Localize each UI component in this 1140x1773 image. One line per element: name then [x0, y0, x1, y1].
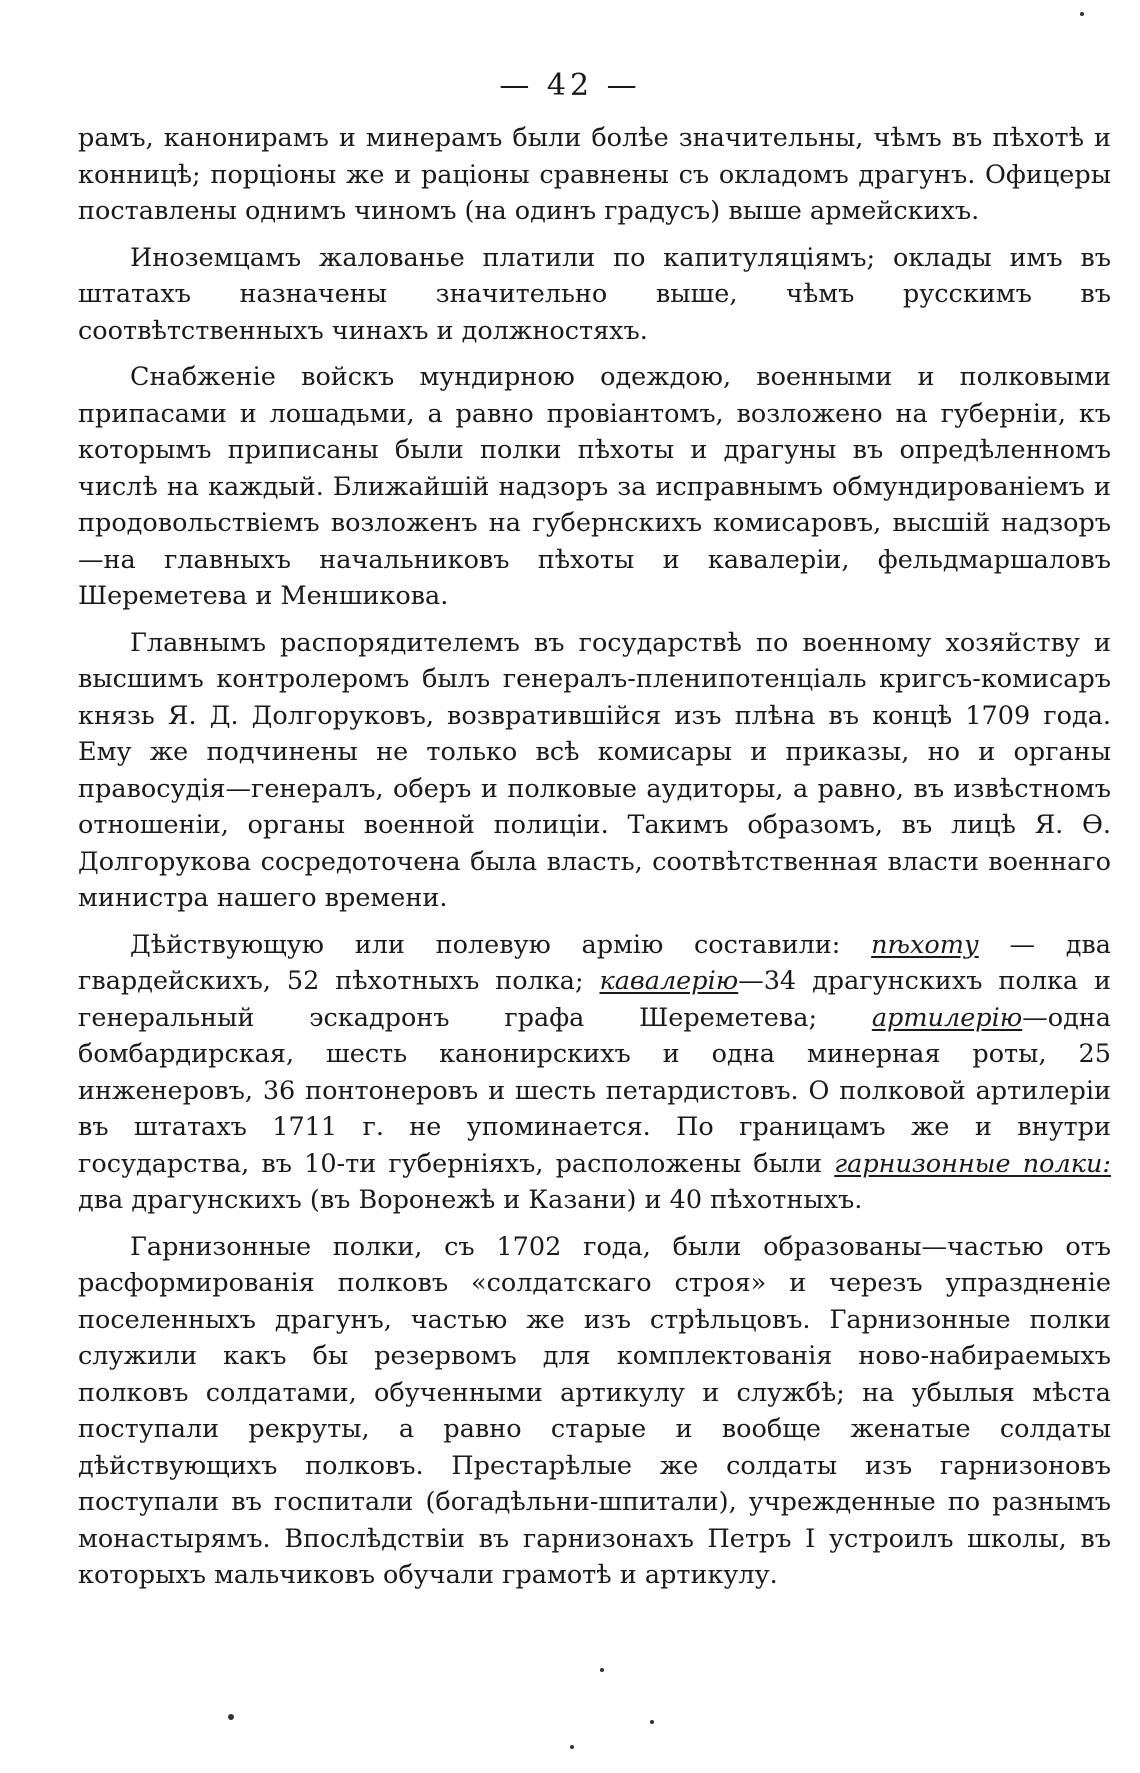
page-number: — 42 —: [499, 68, 641, 103]
scan-speck: [1080, 12, 1084, 16]
scan-speck: [600, 1668, 604, 1672]
emphasis-infantry: пѣхоту: [871, 929, 979, 960]
text-run: Дѣйствующую или полевую армію составили:: [130, 929, 872, 960]
paragraph-5: [78, 927, 1111, 1219]
paragraph-3: Снабженіе войскъ мундирною одеждою, военными и полковыми припасами и лошадьми, а равно провіантомъ, возложено на губерніи, къ которымъ приписаны были полки пѣхоты и драгуны въ опредѣленномъ числѣ на каждый. Ближайшій надзоръ за исправнымъ обмундированіемъ и продовольствіемъ возложенъ на губернскихъ комисаровъ, высшій надзоръ—на главныхъ начальниковъ пѣхоты и кавалеріи, фельдмаршаловъ Шереметева и Меншикова.: [78, 362, 1111, 611]
text-run: — два гвардейскихъ, 52 пѣхотныхъ полка;: [78, 929, 1111, 996]
text-run: —34 драгунскихъ полка и генеральный эскадронъ графа Шереметева;: [78, 966, 1111, 1033]
paragraph-2: Иноземцамъ жалованье платили по капитуляціямъ; оклады имъ въ штатахъ назначены значительно выше, чѣмъ русскимъ въ соотвѣтственныхъ чинахъ и должностяхъ.: [78, 242, 1111, 346]
paragraph-4: Главнымъ распорядителемъ въ государствѣ по военному хозяйству и высшимъ контролеромъ былъ генералъ-пленипотенціаль кригсъ-комисаръ князь Я. Д. Долгоруковъ, возвратившійся изъ плѣна въ концѣ 1709 года. Ему же подчинены не только всѣ комисары и приказы, но и органы правосудія—генералъ, оберъ и полковые аудиторы, а равно, въ извѣстномъ отношеніи, органы военной полиціи. Такимъ образомъ, въ лицѣ Я. Ѳ. Долгорукова сосредоточена была власть, соотвѣтственная власти военнаго министра нашего времени.: [78, 627, 1111, 913]
text-run: —одна бомбардирская, шесть канонирскихъ и одна минерная роты, 25 инженеровъ, 36 понтонеровъ и шесть петардистовъ. О полковой артилеріи въ штатахъ 1711 г. не упоминается. По границамъ же и внутри государства, въ 10-ти губерніяхъ, расположены были: [78, 1002, 1111, 1179]
paragraph-1: рамъ, канонирамъ и минерамъ были болѣе значительны, чѣмъ въ пѣхотѣ и конницѣ; порціоны же и раціоны сравнены съ окладомъ драгунъ. Офицеры поставлены однимъ чиномъ (на одинъ градусъ) выше армейскихъ.: [78, 123, 1111, 226]
scan-speck: [570, 1745, 574, 1749]
scan-speck: [650, 1720, 654, 1724]
paragraph-6: Гарнизонные полки, съ 1702 года, были образованы—частью отъ расформированія полковъ «солдатскаго строя» и черезъ упраздненіе поселенныхъ драгунъ, частью же изъ стрѣльцовъ. Гарнизонные полки служили какъ бы резервомъ для комплектованія ново-набираемыхъ полковъ солдатами, обученными артикулу и службѣ; на убылыя мѣста поступали рекруты, а равно старые и вообще женатые солдаты дѣйствующихъ полковъ. Престарѣлые же солдаты изъ гарнизоновъ поступали въ госпитали (богадѣльни-шпитали), учрежденные по разнымъ монастырямъ. Впослѣдствіи въ гарнизонахъ Петръ I устроилъ школы, въ которыхъ мальчиковъ обучали грамотѣ и артикулу.: [78, 1231, 1111, 1590]
emphasis-cavalry: кавалерію: [599, 966, 739, 996]
emphasis-artillery: артилерію: [871, 1002, 1023, 1033]
text-run: два драгунскихъ (въ Воронежѣ и Казани) и 40 пѣхотныхъ.: [78, 1185, 863, 1215]
emphasis-garrison-regiments: гарнизонные полки:: [834, 1148, 1111, 1179]
scan-speck: [228, 1714, 234, 1720]
body-text: [78, 120, 1111, 1594]
